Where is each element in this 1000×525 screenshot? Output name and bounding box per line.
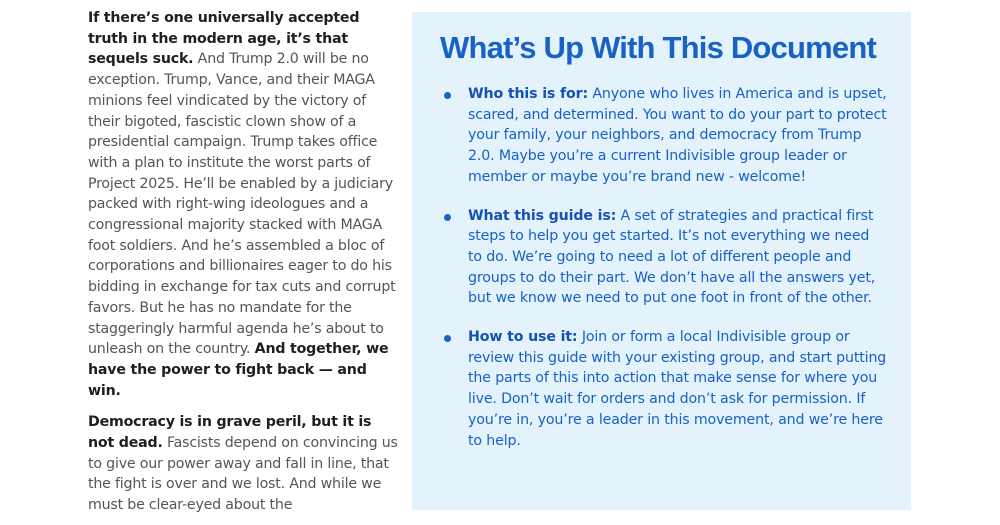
bullet-text: Anyone who lives in America and is upset, scared, and determined. You want to do your part to protect your family, your neighbors, and democracy from Trump 2.0. Maybe you’re a current Indivisible group leader or member or maybe you’re brand new - welcome! bbox=[468, 86, 887, 185]
info-panel bbox=[412, 12, 911, 510]
panel-bullet-list bbox=[442, 84, 887, 469]
intro-paragraph-2 bbox=[88, 412, 400, 516]
intro-text-column bbox=[88, 8, 400, 525]
bullet-lead: How to use it: bbox=[468, 329, 578, 346]
bullet-how-to-use-it bbox=[442, 327, 887, 451]
bullet-dot-icon bbox=[444, 335, 451, 342]
bullet-who-this-is-for bbox=[442, 84, 887, 188]
bullet-lead: Who this is for: bbox=[468, 86, 589, 102]
democracy-bold-statement: Democracy is in grave peril, but it is not dead. bbox=[88, 414, 372, 452]
bullet-what-this-guide-is bbox=[442, 206, 887, 310]
bullet-dot-icon bbox=[444, 214, 451, 221]
intro-bold-closing: And together, we have the power to fight back — and win. bbox=[88, 341, 389, 399]
intro-bold-opening: If there’s one universally accepted truth in the modern age, it’s that sequels suck. bbox=[88, 10, 360, 68]
intro-body-text: And Trump 2.0 will be no exception. Trump, Vance, and their MAGA minions feel vindicated by the victory of their bigoted, fascistic clown show of a presidential campaign. Trump takes office with a plan to institute the worst parts of Project 2025. He’ll be enabled by a judiciary packed with right-wing ideologues and a congressional majority stacked with MAGA foot soldiers. And he’s assembled a bloc of corporations and billionaires eager to do his bidding in exchange for tax cuts and corrupt favors. But he has no mandate for the staggeringly harmful agenda he’s about to unleash on the country. bbox=[88, 51, 396, 358]
panel-title: What’s Up With This Document bbox=[440, 30, 876, 65]
intro-paragraph-1 bbox=[88, 8, 400, 401]
bullet-dot-icon bbox=[444, 92, 451, 99]
bullet-text: Join or form a local Indivisible group or review this guide with your existing group, and start putting the parts of this into action that make sense for where you live. Don’t wait for orders and don’t ask for permission. If you’re in, you’re a leader in this movement, and we’re here to help. bbox=[468, 329, 887, 449]
bullet-lead: What this guide is: bbox=[468, 207, 617, 224]
bullet-text: A set of strategies and practical first steps to help you get started. It’s not everything we need to do. We’re going to need a lot of different people and groups to do their part. We don’t have all the answers yet, but we know we need to put one foot in front of the other. bbox=[468, 207, 876, 307]
democracy-body-text: Fascists depend on convincing us to give our power away and fall in line, that the fight is over and we lost. And while we must be clear-eyed about the bbox=[88, 435, 398, 514]
